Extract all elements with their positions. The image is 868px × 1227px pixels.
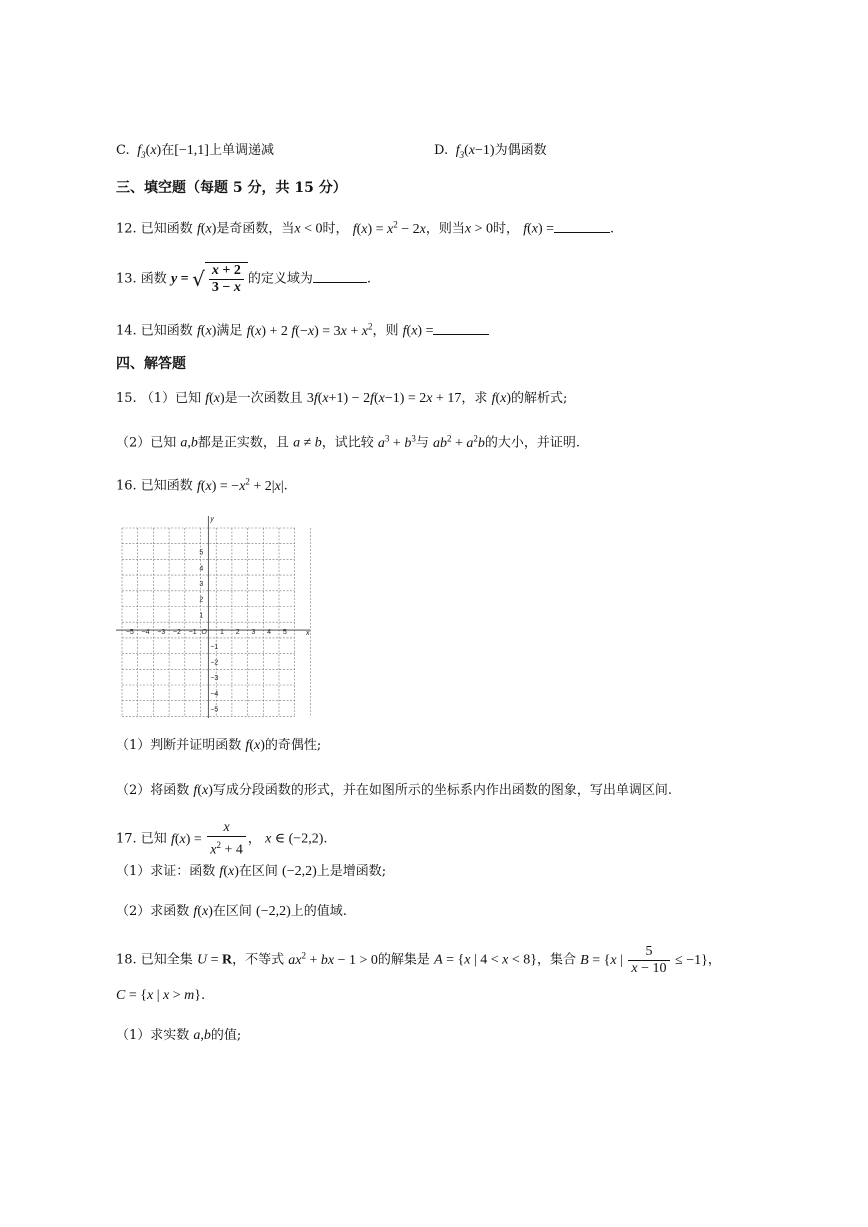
q15-math-neq: a ≠ b <box>293 435 322 451</box>
q15-text-8: 与 <box>415 435 429 451</box>
q17-p2-text-1: （2）求函数 <box>116 904 190 919</box>
option-c-math: $f_3(x)$ <box>133 143 162 160</box>
q14-math-ask: f(x) = <box>402 323 434 339</box>
q12-text-4: ，则当 <box>425 221 465 237</box>
q15-text-5: （2）已知 <box>116 435 177 451</box>
y-tick-label: −4 <box>210 690 219 698</box>
q15-text-9: 的大小，并证明. <box>484 435 581 451</box>
question-14 <box>116 316 489 342</box>
coordinate-grid-svg <box>116 513 316 718</box>
y-tick-label: 3 <box>199 580 204 588</box>
y-tick-label: −1 <box>210 643 219 651</box>
coordinate-grid <box>116 513 316 718</box>
x-tick-label: 3 <box>251 629 256 637</box>
q18-math-c: C = {x | x > m} <box>116 988 201 1003</box>
q17-p1-text-3: 上是增函数; <box>316 864 387 879</box>
question-18-line-2: C = {x | x > m}. <box>116 988 206 1003</box>
q12-math-cond2: x > 0 <box>464 221 494 237</box>
y-tick-label: −3 <box>210 675 219 683</box>
q17-p2-math: f(x) <box>193 904 213 919</box>
q18-math-a: A = {x | 4 < x < 8} <box>434 952 538 968</box>
q16-p2-math: f(x) <box>193 783 213 798</box>
q17-math-domain: x ∈ (−2,2) <box>265 831 324 847</box>
y-axis-label: y <box>210 516 214 523</box>
q15-math-fx2: f(x) <box>491 391 512 406</box>
q16-p1-text-1: （1）判断并证明函数 <box>116 738 242 753</box>
q15-text-6: 都是正实数，且 <box>197 435 289 451</box>
q12-text-2: 是奇函数，当 <box>216 221 295 237</box>
q17-p2-interval: (−2,2) <box>256 904 291 919</box>
q15-text-4: 的解析式; <box>511 391 568 406</box>
question-18: 18. 已知全集 U = R，不等式 $ax^2$ + bx − 1 > 0的解集是 A = {x | 4 < x < 8}，集合 B = {x | $\frac{5}{x - 10}$ ≤ −1}， <box>116 944 721 976</box>
section-4-heading: 四、解答题 <box>116 356 186 372</box>
q15-math-fx: f(x) <box>205 391 225 406</box>
q12-math-def: $f(x) = x^2 - 2x$ <box>352 219 426 237</box>
option-d-label: D. <box>434 143 449 158</box>
q12-math-cond: x < 0 <box>294 221 323 237</box>
q16-p1-text-2: 的奇偶性; <box>264 738 322 753</box>
option-d-math: $f_3(x-1)$ <box>452 143 495 160</box>
question-16-part-1 <box>116 736 321 756</box>
q12-text-3: 时， <box>322 221 349 237</box>
q12-text-1: 12. 已知函数 <box>116 221 193 237</box>
question-17-part-1 <box>116 862 386 882</box>
x-tick-label: −5 <box>125 629 134 637</box>
q15-math-ab: a,b <box>180 435 198 451</box>
q15-math-mixed: $ab^2 + a^2b$ <box>432 433 485 451</box>
q17-p2-text-2: 在区间 <box>212 904 252 919</box>
q18-p1-math: a,b <box>193 1028 211 1043</box>
q13-text-2: 的定义域为 <box>247 271 313 287</box>
q16-math-def: $f(x) = -x^2 + 2|x|$ <box>196 476 284 494</box>
q12-text-5: 时， <box>493 221 520 237</box>
x-tick-label: 1 <box>220 629 224 637</box>
question-17-part-2 <box>116 902 347 922</box>
option-d-text: 为偶函数 <box>494 143 547 158</box>
q15-text-2: 是一次函数且 <box>224 391 303 406</box>
q18-p1-text-2: 的值; <box>210 1028 242 1043</box>
x-tick-label: −1 <box>188 629 197 637</box>
question-16-part-2 <box>116 781 672 801</box>
y-tick-label: 4 <box>199 565 204 573</box>
origin-label: O <box>201 629 207 637</box>
option-c-text: 上单调递减 <box>208 143 274 158</box>
question-17: 17. 已知 f(x) = $\frac{x}{x^2 + 4}$ ， x ∈ (−2,2). <box>116 820 328 858</box>
q15-text-3: ，求 <box>461 391 488 406</box>
q15-math-eq: 3f(x+1) − 2f(x−1) = 2x + 17 <box>306 391 462 406</box>
q18-math-ineq: $ax^2$ + bx − 1 > 0 <box>288 950 378 968</box>
q17-p1-text-2: 在区间 <box>238 864 278 879</box>
q17-p1-text-1: （1）求证：函数 <box>116 864 216 879</box>
option-c-label: C. <box>116 143 130 158</box>
q16-p2-text-1: （2）将函数 <box>116 783 190 798</box>
x-tick-label: −2 <box>172 629 181 637</box>
q14-math-fx: f(x) <box>196 323 217 339</box>
q15-text-1: 15. （1）已知 <box>116 391 202 406</box>
q13-math-y: y = <box>170 271 193 287</box>
option-c-row: C. $f_3(x)$在[−1,1]上单调递减 <box>116 143 274 160</box>
x-tick-label: 2 <box>235 629 240 637</box>
q18-text-4: ，集合 <box>537 952 577 968</box>
q18-math-u: U = R <box>196 952 233 968</box>
question-13: 13. 函数 y = √ $\frac{x + 2}{3 - x}$ 的定义域为 . <box>116 263 372 295</box>
x-axis-label: x <box>306 630 310 638</box>
y-tick-label: 5 <box>199 549 204 557</box>
x-tick-label: −4 <box>141 629 150 637</box>
section-3-heading: 三、填空题（每题 5 分，共 15 分） <box>116 180 347 196</box>
q16-p1-math: f(x) <box>245 738 265 753</box>
q14-answer-blank[interactable] <box>433 322 489 335</box>
question-15-part-2 <box>116 428 580 454</box>
q13-sqrt: √ $\frac{x + 2}{3 - x}$ <box>192 262 248 296</box>
x-tick-label: −3 <box>157 629 166 637</box>
q14-text-3: ，则 <box>372 323 399 339</box>
q17-p2-text-3: 上的值域. <box>290 904 347 919</box>
question-18-part-1 <box>116 1026 241 1046</box>
q17-p1-math: f(x) <box>219 864 239 879</box>
q13-text-1: 13. 函数 <box>116 271 167 287</box>
q14-math-eq: f(x) + 2 $f(-x) = 3x + x^2$ <box>246 321 373 339</box>
q18-text-1: 18. 已知全集 <box>116 952 193 968</box>
q16-text-1: 16. 已知函数 <box>116 478 193 494</box>
q17-p1-interval: (−2,2) <box>282 864 317 879</box>
q18-text-2: ，不等式 <box>232 952 285 968</box>
question-15-part-1 <box>116 389 567 409</box>
q13-answer-blank[interactable] <box>313 270 367 283</box>
q15-text-7: ，试比较 <box>321 435 374 451</box>
q15-math-cubes: $a^3 + b^3$ <box>377 433 416 451</box>
q17-math-def: f(x) = $\frac{x}{x^2 + 4}$ <box>171 832 248 847</box>
q12-answer-blank[interactable] <box>554 220 610 233</box>
q16-p2-text-2: 写成分段函数的形式，并在如图所示的坐标系内作出函数的图象，写出单调区间. <box>212 783 673 798</box>
question-16: 16. 已知函数 $f(x) = -x^2 + 2|x|$. <box>116 476 288 494</box>
q18-p1-text-1: （1）求实数 <box>116 1028 190 1043</box>
y-tick-label: −5 <box>210 706 219 714</box>
y-tick-label: 2 <box>199 596 204 604</box>
q14-text-1: 14. 已知函数 <box>116 323 193 339</box>
q18-text-3: 的解集是 <box>377 952 430 968</box>
q12-math-fx: f(x) <box>196 221 217 237</box>
x-tick-label: 5 <box>282 629 287 637</box>
y-tick-label: 1 <box>199 612 204 620</box>
question-12: 12. 已知函数 f(x)是奇函数，当x < 0时， $f(x) = x^2 - 2x$，则当x > 0时， f(x) = . <box>116 219 615 237</box>
q17-text-1: 17. 已知 <box>116 831 167 847</box>
q14-text-2: 满足 <box>216 323 243 339</box>
q18-math-b: B = {x | $\frac{5}{x - 10}$ ≤ −1} <box>580 944 708 976</box>
option-d-row <box>434 141 547 165</box>
y-tick-label: −2 <box>210 659 219 667</box>
x-tick-label: 4 <box>267 629 272 637</box>
q12-math-ask: f(x) = <box>523 221 555 237</box>
